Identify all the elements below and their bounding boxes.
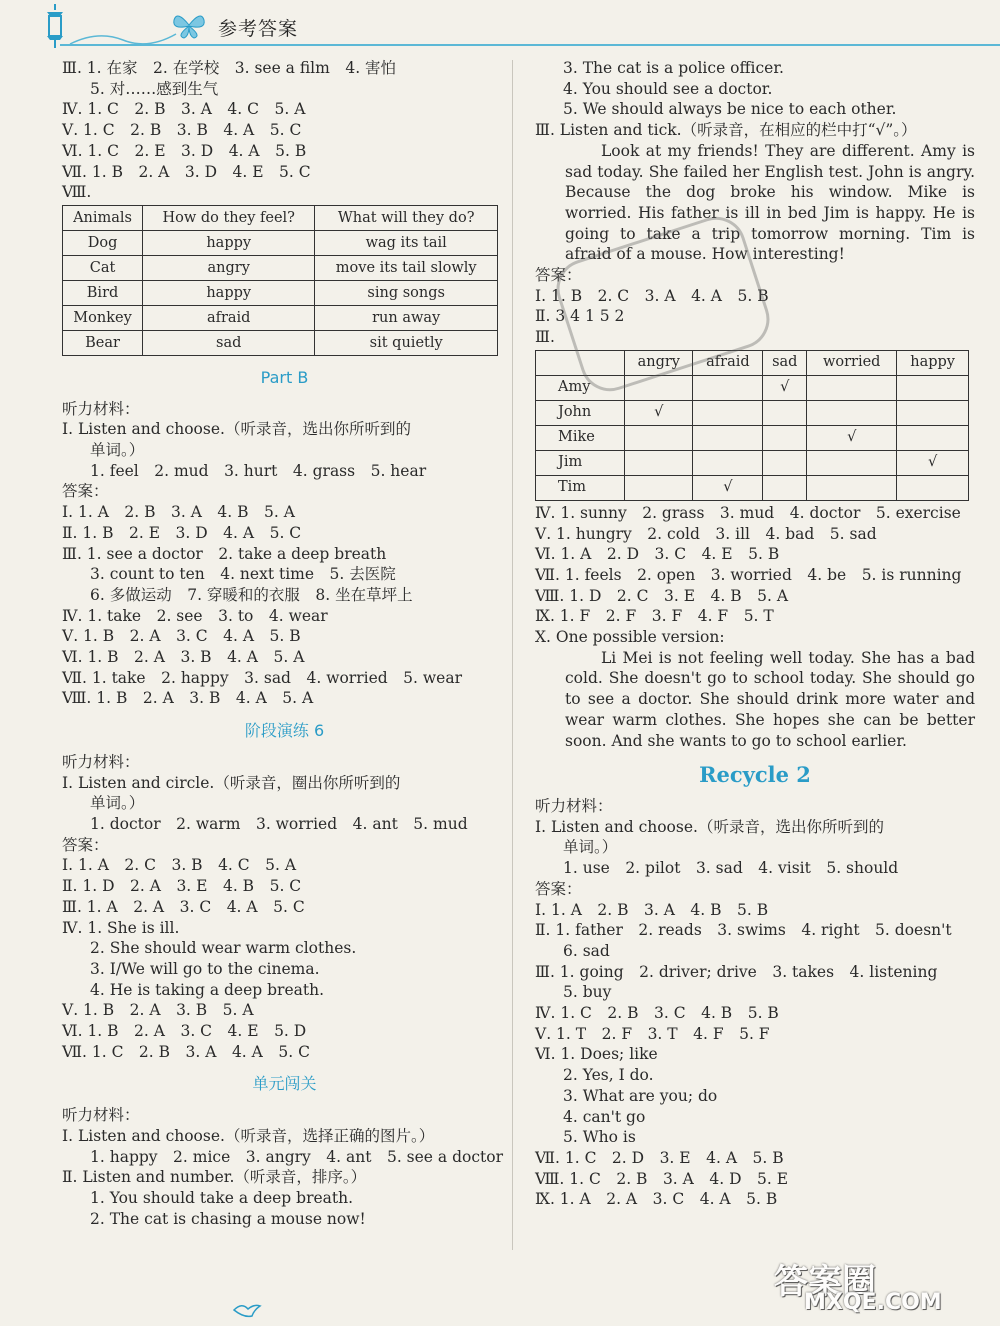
table-cell bbox=[763, 475, 807, 500]
text-line: 5. buy bbox=[563, 983, 612, 1002]
text-line: 答案： bbox=[62, 835, 109, 854]
right-column bbox=[535, 58, 975, 1210]
header-title: 参考答案 bbox=[218, 18, 299, 40]
text-line: 1. happy 2. mice 3. angry 4. ant 5. see a doctor bbox=[90, 1147, 503, 1166]
text-line: Ⅶ. 1. feels 2. open 3. worried 4. be 5. is running bbox=[535, 565, 962, 584]
table-cell bbox=[897, 375, 969, 400]
text-line: 3. What are you; do bbox=[563, 1086, 718, 1105]
table-cell: run away bbox=[315, 305, 498, 330]
table-cell bbox=[693, 400, 763, 425]
text-line: Ⅲ. 1. going 2. driver; drive 3. takes 4. listening bbox=[535, 962, 938, 981]
table-cell: Dog bbox=[63, 230, 143, 255]
sample-essay: Li Mei is not feeling well today. She has a bad cold. She doesn't go to school today. She should go to see a doctor. She should drink more water and wear warm clothes. She hopes she can be better soon. And she wants to go to school earlier. bbox=[565, 648, 975, 750]
table-cell: sad bbox=[143, 330, 315, 355]
table-header: How do they feel? bbox=[143, 205, 315, 230]
text-line: Ⅶ. 1. take 2. happy 3. sad 4. worried 5. wear bbox=[62, 668, 462, 687]
text-line: Ⅷ. bbox=[62, 183, 92, 202]
table-row bbox=[63, 255, 498, 280]
table-cell bbox=[807, 450, 897, 475]
text-line: Ⅳ. 1. sunny 2. grass 3. mud 4. doctor 5. exercise bbox=[535, 503, 961, 522]
section-title-recycle: Recycle 2 bbox=[699, 762, 811, 788]
bird-icon bbox=[232, 1300, 262, 1320]
table-cell bbox=[693, 425, 763, 450]
text-line: 单词。） bbox=[90, 794, 145, 813]
table-cell: John bbox=[536, 400, 625, 425]
watermark-logo-text: 答案圈 bbox=[774, 1262, 876, 1302]
text-line: 听力材料： bbox=[62, 399, 140, 418]
table-header: worried bbox=[807, 350, 897, 375]
table-row bbox=[536, 425, 969, 450]
text-line: Ⅵ. 1. Does; like bbox=[535, 1045, 658, 1064]
text-line: Ⅶ. 1. B 2. A 3. D 4. E 5. C bbox=[62, 162, 311, 181]
text-line: Ⅰ. 1. A 2. B 3. A 4. B 5. A bbox=[62, 503, 295, 522]
text-line: Ⅴ. 1. B 2. A 3. B 5. A bbox=[62, 1001, 254, 1020]
table-cell: √ bbox=[625, 400, 693, 425]
table-cell bbox=[763, 400, 807, 425]
text-line: 单词。） bbox=[90, 441, 145, 460]
text-line: Ⅰ. Listen and choose.（听录音，选出你所听到的 bbox=[535, 817, 884, 836]
section-title-stage: 阶段演练 6 bbox=[244, 721, 325, 741]
text-line: Ⅳ. 1. She is ill. bbox=[62, 918, 180, 937]
table-cell bbox=[693, 450, 763, 475]
text-line: Ⅵ. 1. A 2. D 3. C 4. E 5. B bbox=[535, 545, 780, 564]
text-line: 单词。） bbox=[563, 838, 618, 857]
table-cell: happy bbox=[143, 280, 315, 305]
text-line: Ⅸ. 1. F 2. F 3. F 4. F 5. T bbox=[535, 607, 774, 626]
table-cell: sit quietly bbox=[315, 330, 498, 355]
table-row bbox=[536, 450, 969, 475]
table-header: happy bbox=[897, 350, 969, 375]
text-line: 2. Yes, I do. bbox=[563, 1066, 654, 1085]
table-cell bbox=[807, 375, 897, 400]
table-row bbox=[63, 305, 498, 330]
text-line: 1. feel 2. mud 3. hurt 4. grass 5. hear bbox=[90, 461, 427, 480]
table-row bbox=[63, 280, 498, 305]
text-line: 4. can't go bbox=[563, 1107, 646, 1126]
text-line: Ⅷ. 1. D 2. C 3. E 4. B 5. A bbox=[535, 586, 789, 605]
header-rule bbox=[60, 44, 1000, 46]
text-line: Ⅴ. 1. T 2. F 3. T 4. F 5. F bbox=[535, 1024, 770, 1043]
watermark-logo bbox=[774, 1254, 986, 1318]
text-line: 2. The cat is chasing a mouse now! bbox=[90, 1209, 366, 1228]
table-cell: Monkey bbox=[63, 305, 143, 330]
table-cell: Cat bbox=[63, 255, 143, 280]
text-line: 1. You should take a deep breath. bbox=[90, 1188, 354, 1207]
table-cell: √ bbox=[897, 450, 969, 475]
listening-passage: Look at my friends! They are different. Amy is sad today. She failed her English test. John is angry. Because the dog broke his window. Mike is worried. His father is ill in bed Jim is happy. He is going to take a trip tomorrow morning. Tim is afraid of a mouse. How interesting! bbox=[565, 141, 975, 264]
text-line: Ⅵ. 1. C 2. E 3. D 4. A 5. B bbox=[62, 141, 307, 160]
text-line: 3. The cat is a police officer. bbox=[563, 59, 784, 77]
table-cell: afraid bbox=[143, 305, 315, 330]
text-line: Ⅰ. Listen and circle.（听录音，圈出你所听到的 bbox=[62, 773, 401, 792]
table-cell: Mike bbox=[536, 425, 625, 450]
text-line: Ⅱ. 3 4 1 5 2 bbox=[535, 307, 625, 326]
table-header-row bbox=[63, 205, 498, 230]
table-row bbox=[63, 230, 498, 255]
table-cell: wag its tail bbox=[315, 230, 498, 255]
text-line: 5. 对……感到生气 bbox=[90, 79, 219, 98]
section-title-part-b: Part B bbox=[260, 367, 309, 387]
table-cell bbox=[763, 425, 807, 450]
text-line: 听力材料： bbox=[62, 1106, 140, 1125]
table-cell: √ bbox=[807, 425, 897, 450]
text-line: Ⅱ. 1. D 2. A 3. E 4. B 5. C bbox=[62, 877, 302, 896]
text-line: 4. You should see a doctor. bbox=[563, 79, 773, 98]
text-line: 4. He is taking a deep breath. bbox=[90, 980, 324, 999]
animals-table bbox=[62, 205, 498, 356]
text-line: 5. Who is bbox=[563, 1128, 636, 1147]
text-line: Ⅷ. 1. B 2. A 3. B 4. A 5. A bbox=[62, 689, 314, 708]
text-line: Ⅰ. 1. A 2. C 3. B 4. C 5. A bbox=[62, 856, 297, 875]
table-cell bbox=[897, 425, 969, 450]
table-cell: sing songs bbox=[315, 280, 498, 305]
table-cell bbox=[807, 400, 897, 425]
text-line: Ⅱ. Listen and number.（听录音，排序。） bbox=[62, 1168, 367, 1187]
table-cell bbox=[897, 475, 969, 500]
text-line: Ⅵ. 1. B 2. A 3. C 4. E 5. D bbox=[62, 1022, 307, 1041]
text-line: Ⅵ. 1. B 2. A 3. B 4. A 5. A bbox=[62, 648, 305, 667]
section-title-unit: 单元闯关 bbox=[252, 1074, 317, 1094]
table-cell bbox=[807, 475, 897, 500]
text-line: Ⅰ. 1. B 2. C 3. A 4. A 5. B bbox=[535, 286, 769, 305]
text-line: Ⅱ. 1. father 2. reads 3. swims 4. right 5. doesn't bbox=[535, 921, 952, 940]
text-line: Ⅱ. 1. B 2. E 3. D 4. A 5. C bbox=[62, 523, 302, 542]
text-line: 听力材料： bbox=[535, 796, 613, 815]
table-cell: Tim bbox=[536, 475, 625, 500]
table-cell bbox=[625, 475, 693, 500]
column-divider bbox=[512, 60, 513, 1250]
table-cell bbox=[897, 400, 969, 425]
text-line: 5. We should always be nice to each other. bbox=[563, 100, 897, 119]
table-cell: Bird bbox=[63, 280, 143, 305]
text-line: Ⅲ. Listen and tick.（听录音，在相应的栏中打“√”。） bbox=[535, 121, 917, 140]
text-line: 答案： bbox=[535, 879, 582, 898]
text-line: 答案： bbox=[535, 266, 582, 285]
table-header: What will they do? bbox=[315, 205, 498, 230]
table-cell: Bear bbox=[63, 330, 143, 355]
text-line: Ⅳ. 1. C 2. B 3. C 4. B 5. B bbox=[535, 1004, 779, 1023]
text-line: 2. She should wear warm clothes. bbox=[90, 939, 357, 958]
text-line: Ⅴ. 1. B 2. A 3. C 4. A 5. B bbox=[62, 627, 301, 646]
table-cell: Jim bbox=[536, 450, 625, 475]
text-line: 3. I/We will go to the cinema. bbox=[90, 959, 320, 978]
left-column bbox=[62, 58, 507, 1229]
table-cell: move its tail slowly bbox=[315, 255, 498, 280]
watermark-url: MXQE.COM bbox=[804, 1290, 942, 1315]
table-row bbox=[63, 330, 498, 355]
text-line: Ⅴ. 1. hungry 2. cold 3. ill 4. bad 5. sad bbox=[535, 524, 877, 543]
table-header: afraid bbox=[693, 350, 763, 375]
text-line: 1. use 2. pilot 3. sad 4. visit 5. should bbox=[563, 859, 899, 878]
text-line: Ⅲ. 1. A 2. A 3. C 4. A 5. C bbox=[62, 897, 305, 916]
text-line: Ⅶ. 1. C 2. B 3. A 4. A 5. C bbox=[62, 1042, 310, 1061]
table-cell: happy bbox=[143, 230, 315, 255]
text-line: Ⅳ. 1. C 2. B 3. A 4. C 5. A bbox=[62, 100, 306, 119]
text-line: 1. doctor 2. warm 3. worried 4. ant 5. mud bbox=[90, 814, 468, 833]
text-line: Ⅸ. 1. A 2. A 3. C 4. A 5. B bbox=[535, 1190, 778, 1209]
text-line: Ⅰ. Listen and choose.（听录音，选择正确的图片。） bbox=[62, 1126, 435, 1145]
text-line: Ⅴ. 1. C 2. B 3. B 4. A 5. C bbox=[62, 121, 302, 140]
table-header: sad bbox=[763, 350, 807, 375]
text-line: 6. 多做运动 7. 穿暖和的衣服 8. 坐在草坪上 bbox=[90, 585, 413, 604]
text-line: Ⅹ. One possible version: bbox=[535, 628, 725, 647]
text-line: Ⅰ. 1. A 2. B 3. A 4. B 5. B bbox=[535, 900, 769, 919]
text-line: 3. count to ten 4. next time 5. 去医院 bbox=[90, 565, 396, 584]
text-line: Ⅰ. Listen and choose.（听录音，选出你所听到的 bbox=[62, 420, 411, 439]
text-line: Ⅲ. 1. see a doctor 2. take a deep breath bbox=[62, 544, 387, 563]
table-row bbox=[536, 400, 969, 425]
page-header bbox=[0, 0, 1000, 55]
text-line: Ⅶ. 1. C 2. D 3. E 4. A 5. B bbox=[535, 1148, 784, 1167]
text-line: Ⅲ. 1. 在家 2. 在学校 3. see a film 4. 害怕 bbox=[62, 59, 397, 77]
table-cell: √ bbox=[693, 475, 763, 500]
lantern-icon bbox=[42, 2, 68, 48]
table-cell bbox=[625, 425, 693, 450]
text-line: 6. sad bbox=[563, 941, 610, 960]
text-line: 答案： bbox=[62, 482, 109, 501]
table-cell: angry bbox=[143, 255, 315, 280]
table-cell bbox=[763, 450, 807, 475]
butterfly-icon bbox=[172, 10, 206, 40]
text-line: Ⅲ. bbox=[535, 328, 555, 347]
table-cell: √ bbox=[763, 375, 807, 400]
table-row bbox=[536, 475, 969, 500]
table-cell: Amy bbox=[536, 375, 625, 400]
table-cell bbox=[693, 375, 763, 400]
table-cell bbox=[625, 450, 693, 475]
text-line: Ⅳ. 1. take 2. see 3. to 4. wear bbox=[62, 606, 328, 625]
table-header: Animals bbox=[63, 205, 143, 230]
text-line: 听力材料： bbox=[62, 752, 140, 771]
table-header: angry bbox=[625, 350, 693, 375]
text-line: Ⅷ. 1. C 2. B 3. A 4. D 5. E bbox=[535, 1169, 789, 1188]
